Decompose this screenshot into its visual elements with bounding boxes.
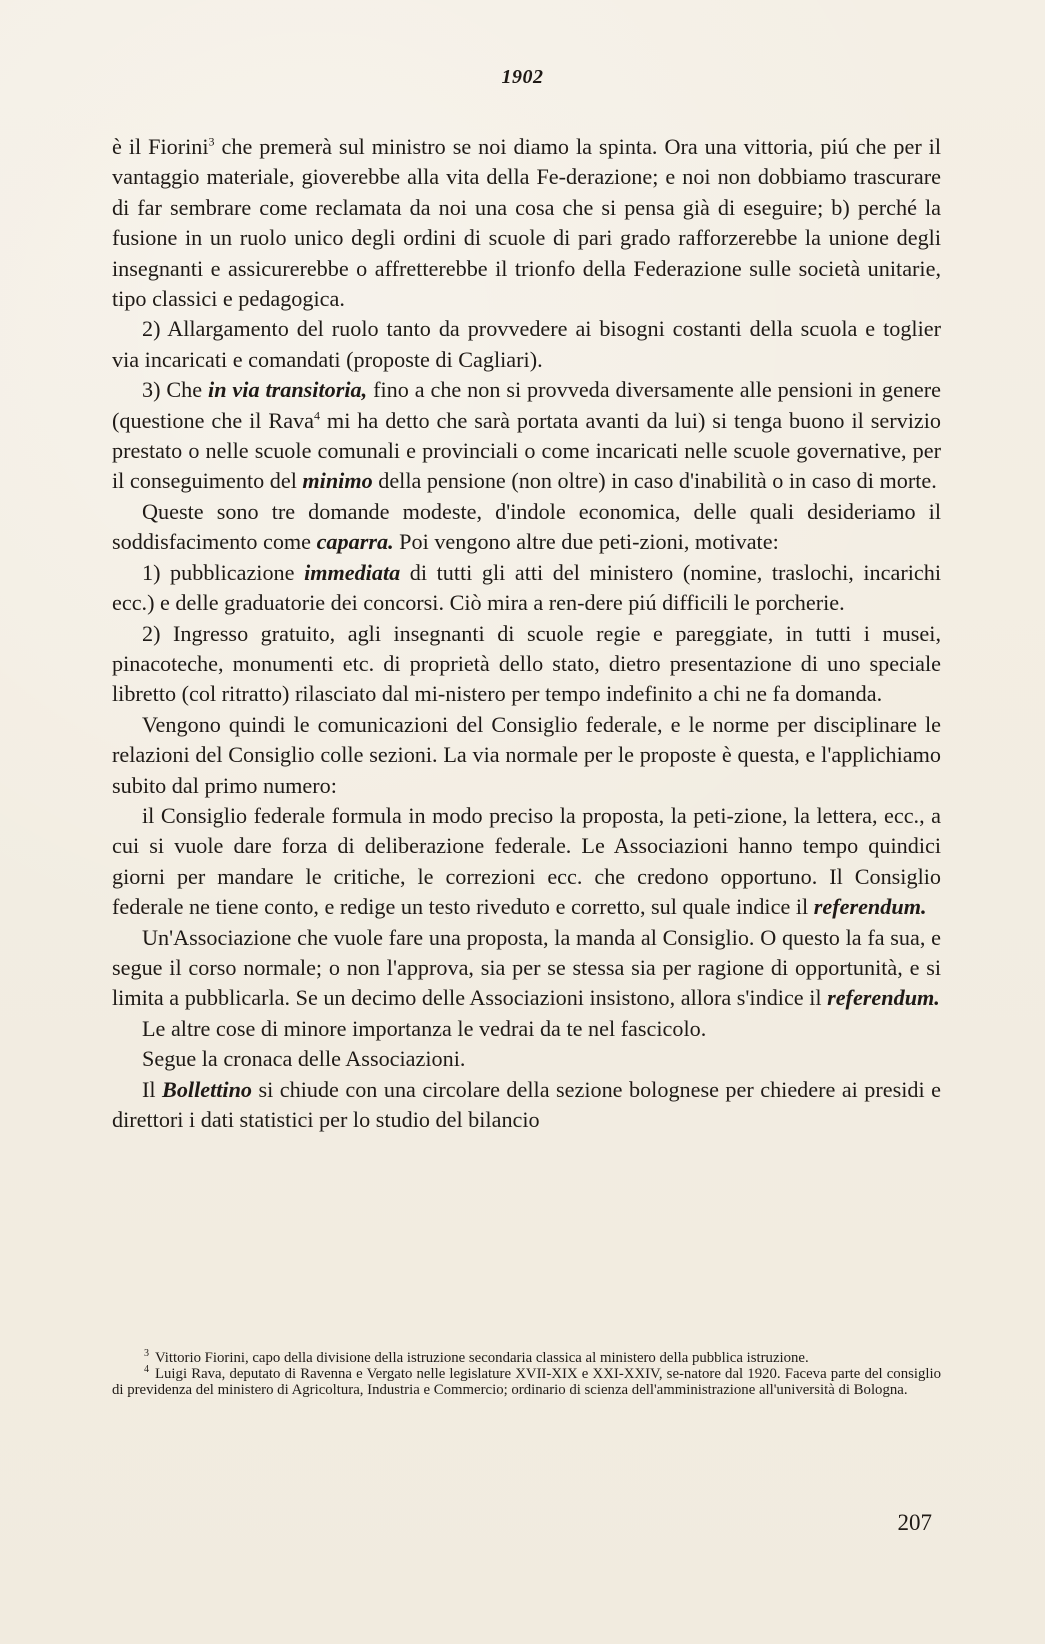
text-segment: mi ha detto che sarà portata avanti da lui) si tenga buono il servizio prestato o nelle scuole comunali e provinciali o come incaricati nelle scuole governative, per il conseguimento del — [112, 407, 941, 494]
paragraph-9 — [112, 923, 941, 1014]
paragraph-2 — [112, 314, 941, 375]
page-header-year: 1902 — [501, 66, 544, 88]
text-segment: Il — [142, 1076, 163, 1102]
footnote-ref: 4 — [313, 408, 320, 423]
paragraph-10 — [112, 1014, 941, 1044]
paragraph-11 — [112, 1044, 941, 1074]
text-segment: è il Fiorini — [112, 134, 209, 159]
paragraph-7 — [112, 710, 941, 801]
emphasis-text: immediata — [304, 559, 401, 585]
paragraph-5 — [112, 558, 941, 619]
footnote-3 — [112, 1350, 941, 1366]
text-segment: 2) Allargamento del ruolo tanto da provvedere ai bisogni costanti della scuola e toglier via incaricati e comandati (proposte di Cagliari). — [112, 316, 941, 372]
text-segment: Le altre cose di minore importanza le vedrai da te nel fascicolo. — [142, 1015, 707, 1041]
footnote-text: Luigi Rava, deputato di Ravenna e Vergato nelle legislature XVII-XIX e XXI-XXIV, se-natore dal 1920. Faceva parte del consiglio di previdenza del ministero di Agricoltura, Industria e Commercio; ordinario di scienza dell'amministrazione all'università di Bologna. — [112, 1366, 941, 1399]
emphasis-text: in via transitoria, — [208, 377, 368, 403]
text-segment: Queste sono tre domande modeste, d'indole economica, delle quali desideriamo il soddisfacimento come — [112, 498, 941, 555]
text-segment: Vengono quindi le comunicazioni del Consiglio federale, e le norme per disciplinare le relazioni del Consiglio colle sezioni. La via normale per le proposte è questa, e l'applichiamo subito dal primo numero: — [112, 711, 941, 798]
paragraph-6 — [112, 619, 941, 710]
text-segment: 3) Che — [142, 377, 209, 403]
text-segment: fino a che non si provveda diversamente alle pensioni in genere (questione che il Rava — [112, 377, 941, 433]
footnote-number: 4 — [144, 1364, 149, 1376]
footnotes — [112, 1350, 941, 1399]
emphasis-text: Bollettino — [162, 1076, 253, 1102]
page-number: 207 — [897, 1510, 932, 1535]
text-segment: Un'Associazione che vuole fare una proposta, la manda al Consiglio. O questo la fa sua, e segue il corso normale; o non l'approva, sia per se stessa sia per ragione di opportunità, e si limita a pubblicarla. Se un decimo delle Associazioni insistono, allora s'indice il — [112, 924, 941, 1011]
text-segment: Segue la cronaca delle Associazioni. — [142, 1046, 466, 1072]
emphasis-text: referendum. — [827, 985, 940, 1011]
paragraph-8 — [112, 801, 941, 923]
text-segment: di tutti gli atti del ministero (nomine, traslochi, incarichi ecc.) e delle graduatorie dei concorsi. Ciò mira a ren-dere piú difficili le porcherie. — [112, 559, 941, 616]
text-segment: 2) Ingresso gratuito, agli insegnanti di scuole regie e pareggiate, in tutti i musei, pinacoteche, monumenti etc. di proprietà dello stato, dietro presentazione di uno speciale libretto (col ritratto) rilasciato dal mi-nistero per tempo indefinito a chi ne fa domanda. — [112, 620, 941, 707]
paragraph-12 — [112, 1075, 941, 1136]
paragraph-4 — [112, 497, 941, 558]
text-segment: si chiude con una circolare della sezione bolognese per chiedere ai presidi e direttori i dati statistici per lo studio del bilancio — [112, 1076, 941, 1132]
text-segment: Poi vengono altre due peti-zioni, motivate: — [393, 529, 779, 555]
emphasis-text: caparra. — [316, 529, 394, 555]
text-segment: della pensione (non oltre) in caso d'inabilità o in caso di morte. — [372, 468, 937, 494]
emphasis-text: referendum. — [813, 894, 927, 920]
body-text — [112, 132, 941, 1135]
footnote-ref: 3 — [208, 134, 215, 149]
footnote-text: Vittorio Fiorini, capo della divisione della istruzione secondaria classica al ministero della pubblica istruzione. — [155, 1350, 809, 1366]
paragraph-1 — [112, 132, 941, 314]
text-segment: 1) pubblicazione — [142, 559, 305, 585]
emphasis-text: minimo — [302, 468, 373, 494]
footnote-number: 3 — [144, 1348, 149, 1360]
text-segment: che premerà sul ministro se noi diamo la spinta. Ora una vittoria, piú che per il vantaggio materiale, gioverebbe alla vita della Fe-derazione; e noi non dobbiamo trascurare di far sembrare come reclamata da noi una cosa che si pensa già di eseguire; b) perché la fusione in un ruolo unico degli ordini di scuole di pari grado rafforzerebbe la unione degli insegnanti e assicurerebbe o affretterebbe il trionfo della Federazione sulle società unitarie, tipo classici e pedagogica. — [112, 134, 942, 312]
footnote-4 — [112, 1366, 941, 1398]
paragraph-3 — [112, 375, 941, 497]
text-segment: il Consiglio federale formula in modo preciso la proposta, la peti-zione, la lettera, ecc., a cui si vuole dare forza di deliberazione federale. Le Associazioni hanno tempo quindici giorni per mandare le critiche, le correzioni ecc. che credono opportuno. Il Consiglio federale ne tiene conto, e redige un testo riveduto e corretto, sul quale indice il — [112, 802, 941, 920]
